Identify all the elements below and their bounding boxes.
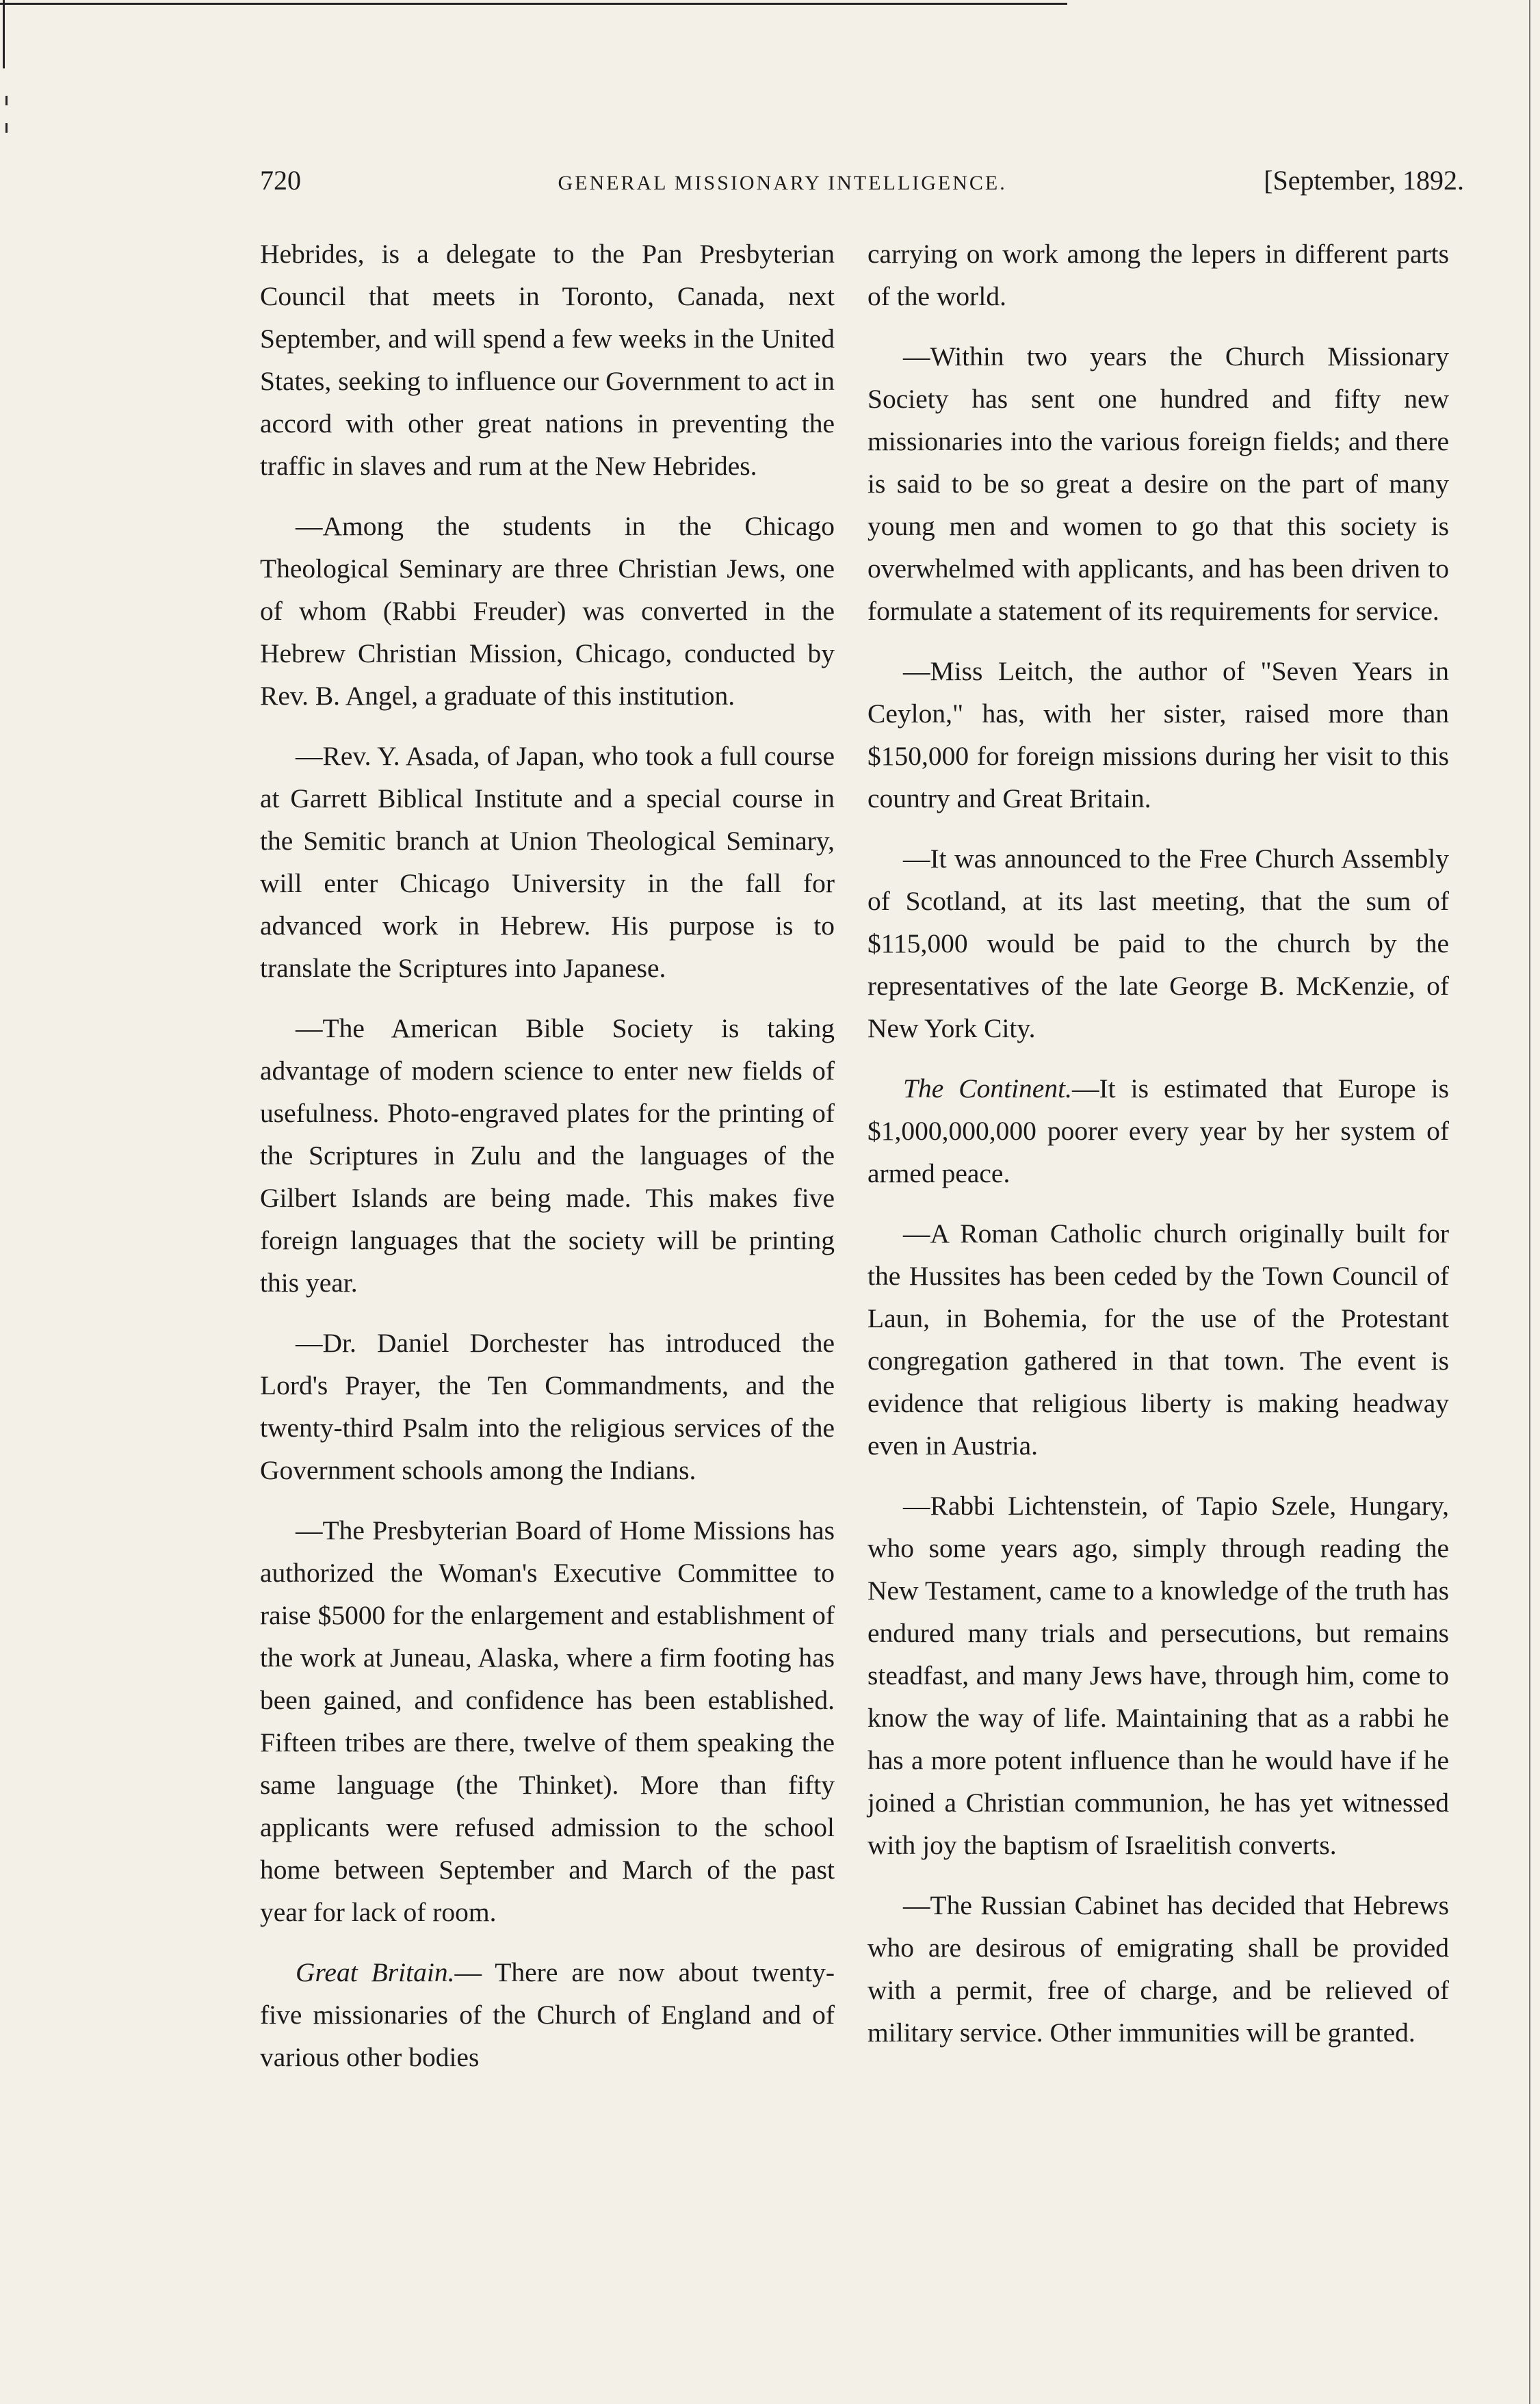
paragraph: carrying on work among the lepers in different parts of the world. [867,239,1449,311]
scan-mark [5,123,8,133]
paragraph-text: — There are now about twenty-five missionaries of the Church of England and of various other bodies [260,1957,835,2072]
paragraph: —Rabbi Lichtenstein, of Tapio Szele, Hungary, who some years ago, simply through reading the New Testament, came to a knowledge of the truth has endured many trials and persecutions, but remains steadfast, and many Jews have, through him, come to know the way of life. Maintaining that as a rabbi he has a more potent influence than he would have if he joined a Christian communion, he has yet witnessed with joy the baptism of Israelitish converts. [867,1491,1449,1860]
section-lead: Great Britain. [296,1957,455,1987]
paragraph: —Rev. Y. Asada, of Japan, who took a full course at Garrett Biblical Institute and a special course in the Semitic branch at Union Theological Seminary, will enter Chicago University in the fall for advanced work in Hebrew. His purpose is to translate the Scriptures into Japanese. [260,741,835,983]
right-column [867,233,1449,2072]
paragraph: —The American Bible Society is taking advantage of modern science to enter new fields of usefulness. Photo-engraved plates for the printing of the Scriptures in Zulu and the languages of the Gilbert Islands are being made. This makes five foreign languages that the society will be printing this year. [260,1013,835,1298]
page-header [260,164,1464,212]
paragraph [260,1951,835,2078]
section-lead: The Continent. [903,1073,1072,1103]
paragraph [867,1067,1449,1194]
page-number: 720 [260,165,301,196]
left-column [260,233,835,2096]
paragraph-text: —It is estimated that Europe is $1,000,000,000 poorer every year by her system of armed peace. [867,1073,1449,1188]
scan-mark [5,96,8,105]
paragraph: —Dr. Daniel Dorchester has introduced the Lord's Prayer, the Ten Commandments, and the twenty-third Psalm into the religious services of the Government schools among the Indians. [260,1328,835,1485]
running-title: GENERAL MISSIONARY INTELLIGENCE. [558,172,1007,194]
scan-border-top [0,3,1067,5]
scan-border-right [1529,0,1530,2404]
paragraph: —Within two years the Church Missionary Society has sent one hundred and fifty new missionaries into the various foreign fields; and there is said to be so great a desire on the part of many young men and women to go that this society is overwhelmed with applicants, and has been driven to formulate a statement of its requirements for service. [867,341,1449,626]
paragraph: —Among the students in the Chicago Theological Seminary are three Christian Jews, one of whom (Rabbi Freuder) was converted in the Hebrew Christian Mission, Chicago, conducted by Rev. B. Angel, a graduate of this institution. [260,511,835,711]
paragraph: —Miss Leitch, the author of "Seven Years in Ceylon," has, with her sister, raised more than $150,000 for foreign missions during her visit to this country and Great Britain. [867,656,1449,813]
paragraph: —The Russian Cabinet has decided that Hebrews who are desirous of emigrating shall be provided with a permit, free of charge, and be relieved of military service. Other immunities will be granted. [867,1890,1449,2048]
issue-date: [September, 1892. [1264,165,1464,196]
paragraph: —The Presbyterian Board of Home Missions has authorized the Woman's Executive Committee to raise $5000 for the enlargement and establishment of the work at Juneau, Alaska, where a firm footing has been gained, and confidence has been established. Fifteen tribes are there, twelve of them speaking the same language (the Thinket). More than fifty applicants were refused admission to the school home between September and March of the past year for lack of room. [260,1515,835,1927]
paragraph: Hebrides, is a delegate to the Pan Presbyterian Council that meets in Toronto, Canada, next September, and will spend a few weeks in the United States, seeking to influence our Government to act in accord with other great nations in preventing the traffic in slaves and rum at the New Hebrides. [260,239,835,481]
paragraph: —It was announced to the Free Church Assembly of Scotland, at its last meeting, that the sum of $115,000 would be paid to the church by the representatives of the late George B. McKenzie, of New York City. [867,844,1449,1043]
scan-border-left [3,0,5,68]
paragraph: —A Roman Catholic church originally built for the Hussites has been ceded by the Town Council of Laun, in Bohemia, for the use of the Protestant congregation gathered in that town. The event is evidence that religious liberty is making headway even in Austria. [867,1218,1449,1461]
